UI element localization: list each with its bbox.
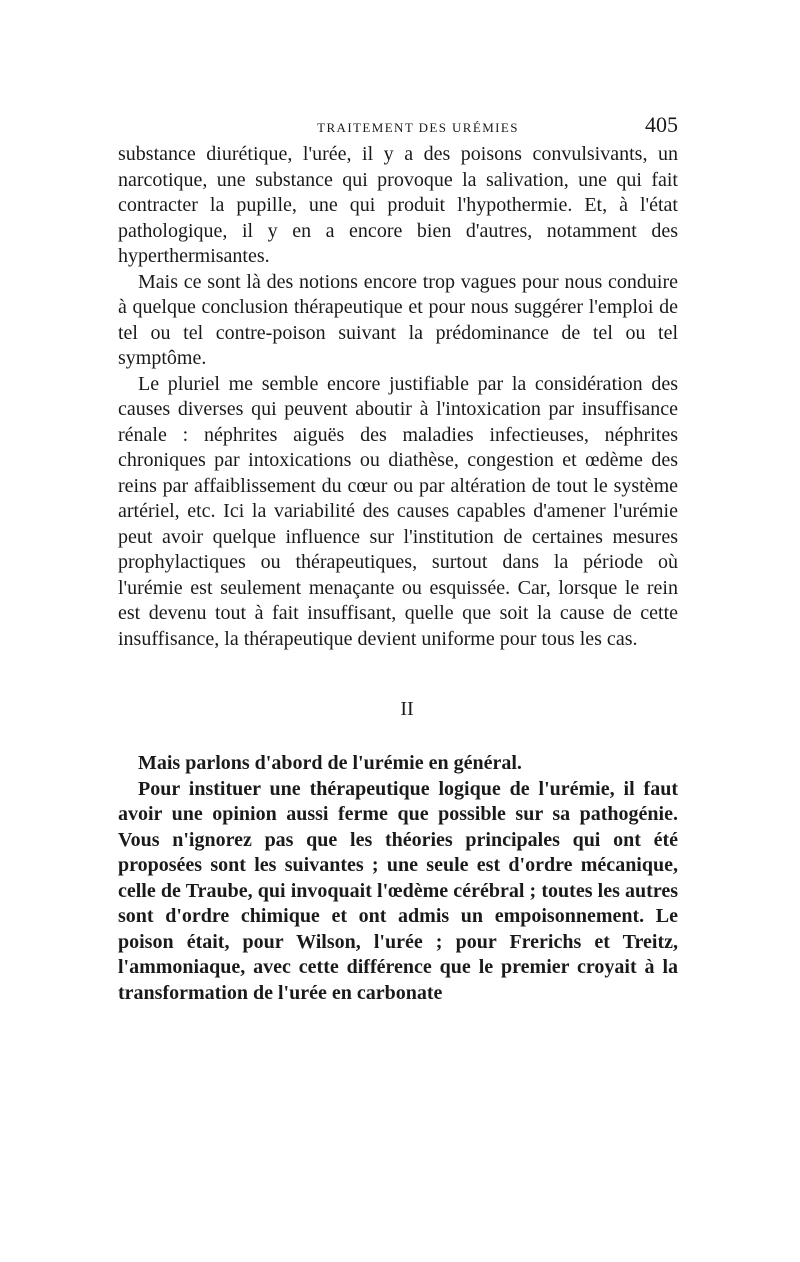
paragraph: Mais parlons d'abord de l'urémie en général. <box>138 752 522 774</box>
book-page <box>118 112 678 1006</box>
running-header <box>118 112 678 142</box>
paragraph: Mais ce sont là des notions encore trop vagues pour nous conduire à quelque conclusion thérapeutique et pour nous suggérer l'emploi de tel ou tel contre-poison suivant la prédominance de tel ou tel symptôme. <box>118 270 678 369</box>
section-one-text <box>118 142 678 652</box>
page-number: 405 <box>645 112 678 137</box>
paragraph-continued: substance diurétique, l'urée, il y a des poisons convulsivants, un narcotique, une substance qui provoque la salivation, une qui fait contracter la pupille, une qui produit l'hypothermie. Et, à l'état pathologique, il y en a encore bien d'autres, notamment des hyperthermisantes. <box>118 143 678 267</box>
paragraph: Le pluriel me semble encore justifiable par la considération des causes diverses qui peuvent aboutir à l'intoxication par insuffisance rénale : néphrites aiguës des maladies infectieuses, néphrites chroniques par intoxications ou diathèse, congestion et œdème des reins par affaiblissement du cœur ou par altération de tout le système artériel, etc. Ici la variabilité des causes capables d'amener l'urémie peut avoir quelque influence sur l'institution de certaines mesures prophylactiques ou thérapeutiques, surtout dans la période où l'urémie est seulement menaçante ou esquissée. Car, lorsque le rein est devenu tout à fait insuffisant, quelle que soit la cause de cette insuffisance, la thérapeutique devient uniforme pour tous les cas. <box>118 372 678 650</box>
running-title: TRAITEMENT DES URÉMIES <box>317 120 519 135</box>
section-heading: II <box>400 698 414 720</box>
section-two-text <box>118 751 678 1006</box>
paragraph: Pour instituer une thérapeutique logique de l'urémie, il faut avoir une opinion aussi ferme que possible sur sa pathogénie. Vous n'ignorez pas que les théories principales qui ont été proposées sont les suivantes ; une seule est d'ordre mécanique, celle de Traube, qui invoquait l'œdème cérébral ; toutes les autres sont d'ordre chimique et ont admis un empoisonnement. Le poison était, pour Wilson, l'urée ; pour Frerichs et Treitz, l'ammoniaque, avec cette différence que le premier croyait à la transformation de l'urée en carbonate <box>118 777 678 1004</box>
